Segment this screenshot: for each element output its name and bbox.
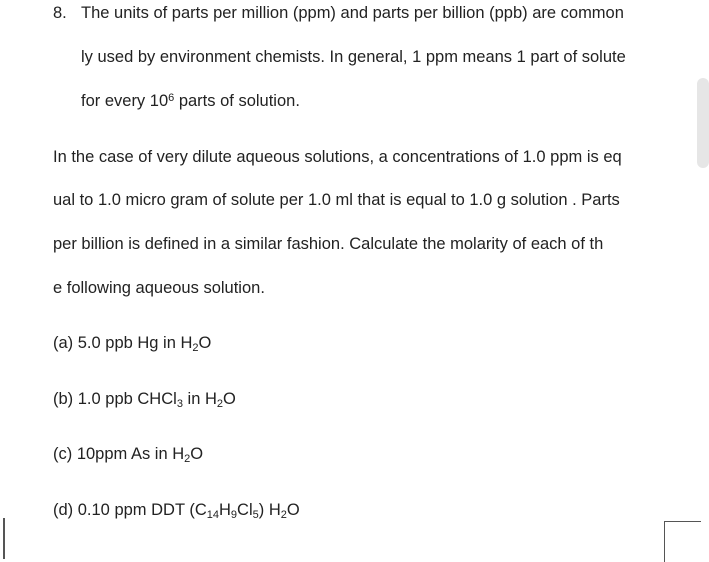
part-d-subscript-2: 9 [230,509,238,521]
question-intro-line-2: ly used by environment chemists. In general, 1 ppm means 1 part of solute [81,48,626,66]
part-b-subscript-2: 2 [216,398,223,410]
part-b-subscript-1: 3 [176,398,183,410]
part-d-mid-1: H [219,501,231,519]
part-a [53,333,211,353]
corner-marker [664,521,701,562]
part-d-prefix: (d) 0.10 ppm DDT (C [53,501,207,519]
part-c-prefix: (c) 10ppm As in H [53,445,185,463]
part-c [53,444,203,464]
question-intro-line-1: The units of parts per million (ppm) and parts per billion (ppb) are common [81,4,624,22]
part-c-subscript: 2 [184,453,191,465]
part-b [53,389,236,409]
part-b-prefix: (b) 1.0 ppb CHCl [53,390,177,408]
part-d-suffix: O [286,501,300,519]
paragraph-line-1: In the case of very dilute aqueous solutions, a concentrations of 1.0 ppm is eq [53,148,622,166]
intro-line-3-text-before: for every 10 [81,92,169,110]
part-c-suffix: O [190,445,204,463]
question-intro-line-3 [81,91,300,111]
part-a-prefix: (a) 5.0 ppb Hg in H [53,334,193,352]
paragraph-line-2: ual to 1.0 micro gram of solute per 1.0 ml that is equal to 1.0 g solution . Parts [53,191,620,209]
part-d-mid-2: Cl [237,501,253,519]
question-number: 8. [53,4,67,22]
part-d [53,500,300,520]
paragraph-line-3: per billion is defined in a similar fashion. Calculate the molarity of each of th [53,235,604,253]
scrollbar-thumb[interactable] [697,78,709,168]
part-b-suffix: O [223,390,236,408]
exponent: 6 [168,92,175,104]
part-d-subscript-3: 5 [252,509,259,521]
part-d-mid-3: ) H [258,501,281,519]
part-a-suffix: O [198,334,212,352]
intro-line-3-text-after: parts of solution. [174,92,300,110]
part-d-subscript-4: 2 [280,509,287,521]
part-a-subscript: 2 [192,342,199,354]
part-b-mid: in H [182,390,217,408]
paragraph-line-4: e following aqueous solution. [53,279,265,297]
left-edge-marker [3,518,5,559]
part-d-subscript-1: 14 [206,509,219,521]
